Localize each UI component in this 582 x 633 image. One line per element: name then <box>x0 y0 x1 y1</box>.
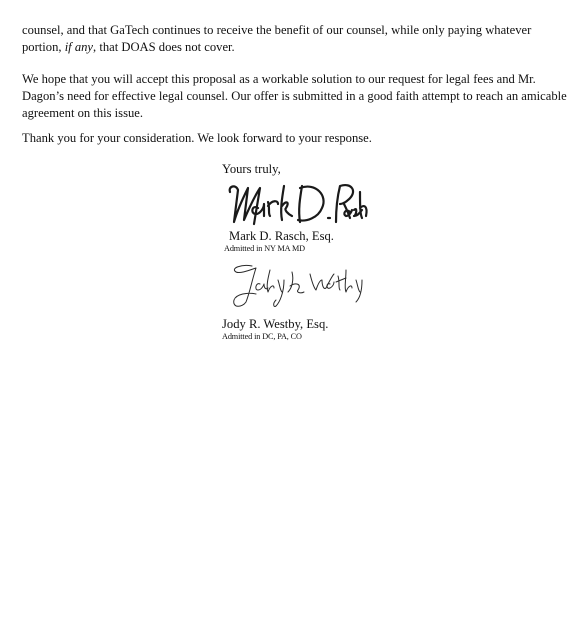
paragraph-2: We hope that you will accept this proposal as a workable solution to our request for legal fees and Mr. Dagon’s need for effective legal counsel. Our offer is submitted in a good faith attempt to reach an amicable agreement on this issue. <box>22 72 567 120</box>
signature-jody-westby-graphic <box>222 262 372 314</box>
signer-2-admission: Admitted in DC, PA, CO <box>222 332 302 341</box>
signer-1-name: Mark D. Rasch, Esq. <box>229 229 334 243</box>
paragraph-1-text-b: , that DOAS does not cover. <box>93 40 235 54</box>
paragraph-1 <box>22 22 570 56</box>
signer-2-name: Jody R. Westby, Esq. <box>222 317 329 331</box>
signature-mark-rasch-graphic <box>224 178 374 232</box>
signer-1-admission: Admitted in NY MA MD <box>224 244 305 253</box>
paragraph-1-text-a: counsel, and that GaTech continues to receive the benefit of our counsel, while only paying whatever portion, <box>22 23 532 54</box>
signature-jody-westby <box>222 262 372 314</box>
signature-mark-rasch <box>224 178 374 232</box>
paragraph-1-emphasis: if any <box>64 40 94 54</box>
closing: Yours truly, <box>222 162 281 176</box>
paragraph-3: Thank you for your consideration. We look forward to your response. <box>22 131 372 145</box>
